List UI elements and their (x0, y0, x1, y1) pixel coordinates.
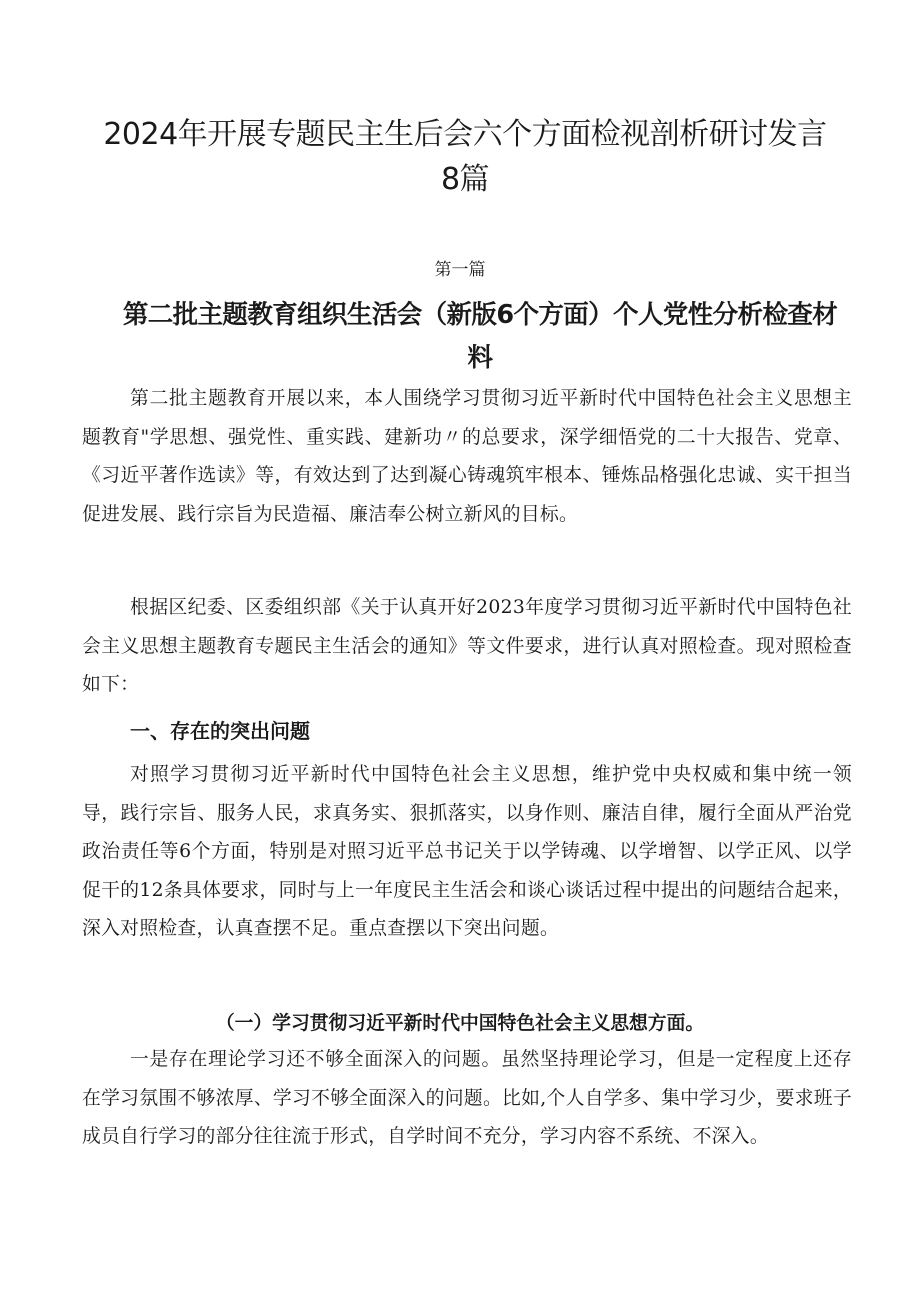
section-heading: 一、存在的突出问题 (130, 719, 310, 743)
section-label: 第一篇 (434, 260, 486, 280)
intro-paragraph: 第二批主题教育开展以来，本人围绕学习贯彻习近平新时代中国特色社会主义思想主题教育"学思想、强党性、重实践、建新功〃的总要求，深学细悟党的二十大报告、党章、《习近平著作选读》等，有效达到了达到凝心铸魂筑牢根本、锤炼品格强化忠诚、实干担当促进发展、践行宗旨为民造福、廉洁奉公树立新风的目标。 (82, 388, 852, 525)
document-title: 2024年开展专题民主生后会六个方面检视剖析研讨发言8篇 (103, 117, 827, 197)
basis-paragraph: 根据区纪委、区委组织部《关于认真开好2023年度学习贯彻习近平新时代中国特色社会主义思想主题教育专题民主生活会的通知》等文件要求，进行认真对照检查。现对照检查如下： (82, 597, 852, 695)
problems-paragraph: 对照学习贯彻习近平新时代中国特色社会主义思想，维护党中央权威和集中统一领导，践行宗旨、服务人民，求真务实、狠抓落实，以身作则、廉洁自律，履行全面从严治党政治责任等6个方面，特别是对照习近平总书记关于以学铸魂、以学增智、以学正风、以学促干的12条具体要求，同时与上一年度民主生活会和谈心谈话过程中提出的问题结合起来，深入对照检查，认真查摆不足。重点查摆以下突出问题。 (82, 764, 852, 939)
article-subtitle: 第二批主题教育组织生活会（新版6个方面）个人党性分析检查材料 (122, 300, 838, 373)
subsection-heading: （一）学习贯彻习近平新时代中国特色社会主义思想方面。 (215, 1012, 705, 1034)
issue-paragraph: 一是存在理论学习还不够全面深入的问题。虽然坚持理论学习，但是一定程度上还存在学习氛围不够浓厚、学习不够全面深入的问题。比如,个人自学多、集中学习少，要求班子成员自行学习的部分往往流于形式，自学时间不充分，学习内容不系统、不深入。 (82, 1049, 852, 1147)
